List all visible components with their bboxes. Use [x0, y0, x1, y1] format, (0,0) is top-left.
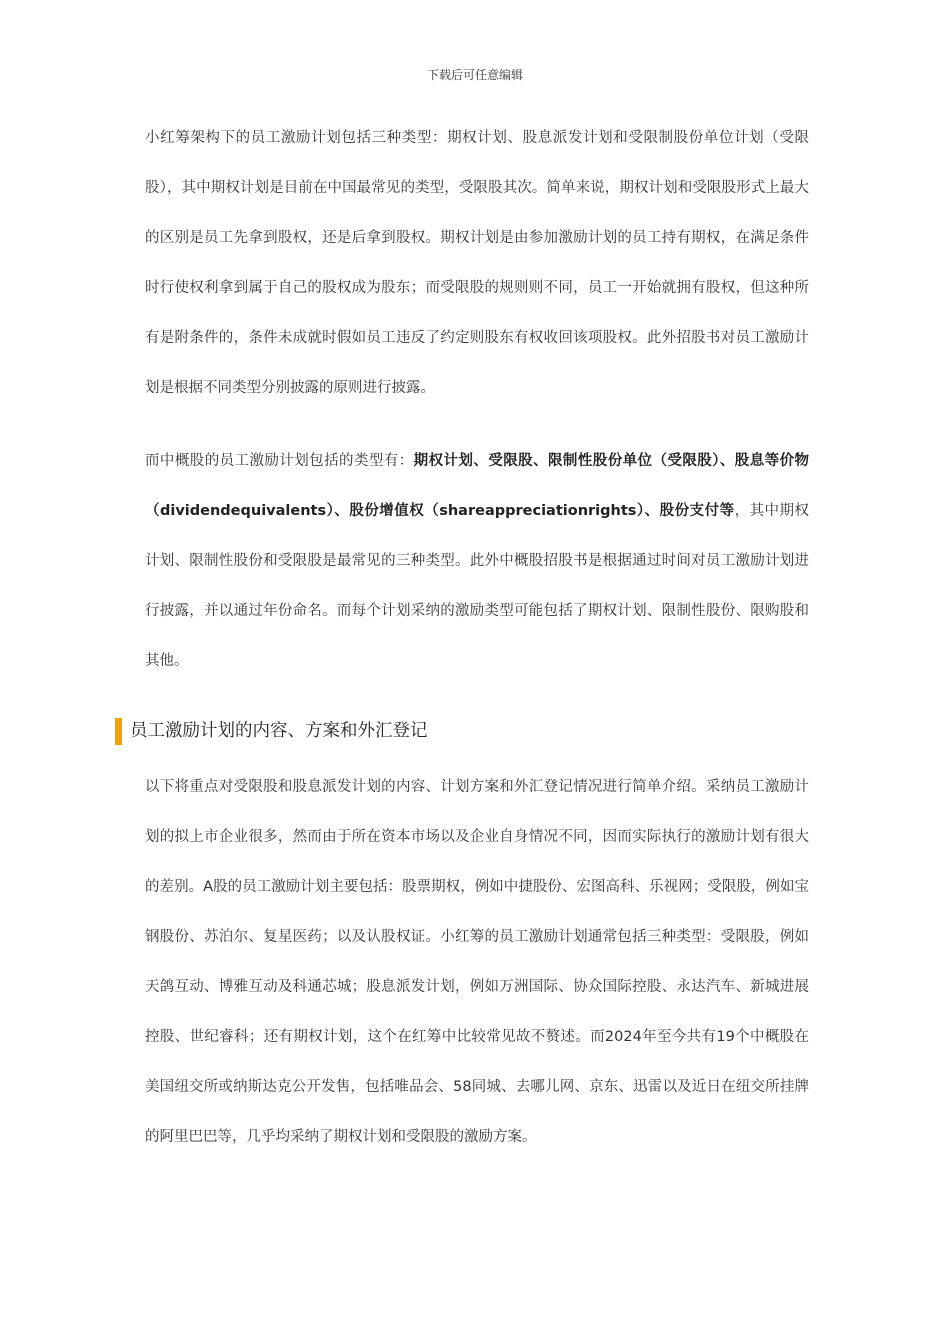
- section-title: 员工激励计划的内容、方案和外汇登记: [130, 721, 428, 741]
- document-body: [145, 113, 809, 686]
- paragraph-1-text: 小红筹架构下的员工激励计划包括三种类型：期权计划、股息派发计划和受限制股份单位计划（受限股），其中期权计划是目前在中国最常见的类型，受限股其次。简单来说，期权计划和受限股形式上最大的区别是员工先拿到股权，还是后拿到股权。期权计划是由参加激励计划的员工持有期权，在满足条件时行使权利拿到属于自己的股权成为股东；而受限股的规则则不同，员工一开始就拥有股权，但这种所有是附条件的，条件未成就时假如员工违反了约定则股东有权收回该项股权。此外招股书对员工激励计划是根据不同类型分别披露的原则进行披露。: [145, 130, 809, 396]
- paragraph-2-bold-types: 期权计划、受限股、限制性股份单位（受限股）、股息等价物（dividendequivalents）、股份增值权（shareappreciationrights）、股份支付等: [145, 453, 809, 519]
- section-heading: [115, 716, 428, 746]
- section-paragraph-1: 以下将重点对受限股和股息派发计划的内容、计划方案和外汇登记情况进行简单介绍。采纳员工激励计划的拟上市企业很多，然而由于所在资本市场以及企业自身情况不同，因而实际执行的激励计划有很大的差别。A股的员工激励计划主要包括：股票期权，例如中捷股份、宏图高科、乐视网；受限股，例如宝钢股份、苏泊尔、复星医药；以及认股权证。小红筹的员工激励计划通常包括三种类型：受限股，例如天鸽互动、博雅互动及科通芯城；股息派发计划，例如万洲国际、协众国际控股、永达汽车、新城进展控股、世纪睿科；还有期权计划，这个在红筹中比较常见故不赘述。而2024年至今共有19个中概股在美国纽交所或纳斯达克公开发售，包括唯品会、58同城、去哪儿网、京东、迅雷以及近日在纽交所挂牌的阿里巴巴等，几乎均采纳了期权计划和受限股的激励方案。: [145, 779, 809, 1145]
- paragraph-2-intro: 而中概股的员工激励计划包括的类型有：: [145, 453, 414, 469]
- section-body: [145, 762, 809, 1162]
- paragraph-2-rest: ，其中期权计划、限制性股份和受限股是最常见的三种类型。此外中概股招股书是根据通过时间对员工激励计划进行披露，并以通过年份命名。而每个计划采纳的激励类型可能包括了期权计划、限制性股份、限购股和其他。: [145, 503, 810, 669]
- paragraph-1: [145, 113, 809, 413]
- page-header: 下载后可任意编辑: [426, 68, 523, 82]
- heading-accent-bar: [115, 718, 122, 745]
- paragraph-2: [145, 436, 809, 686]
